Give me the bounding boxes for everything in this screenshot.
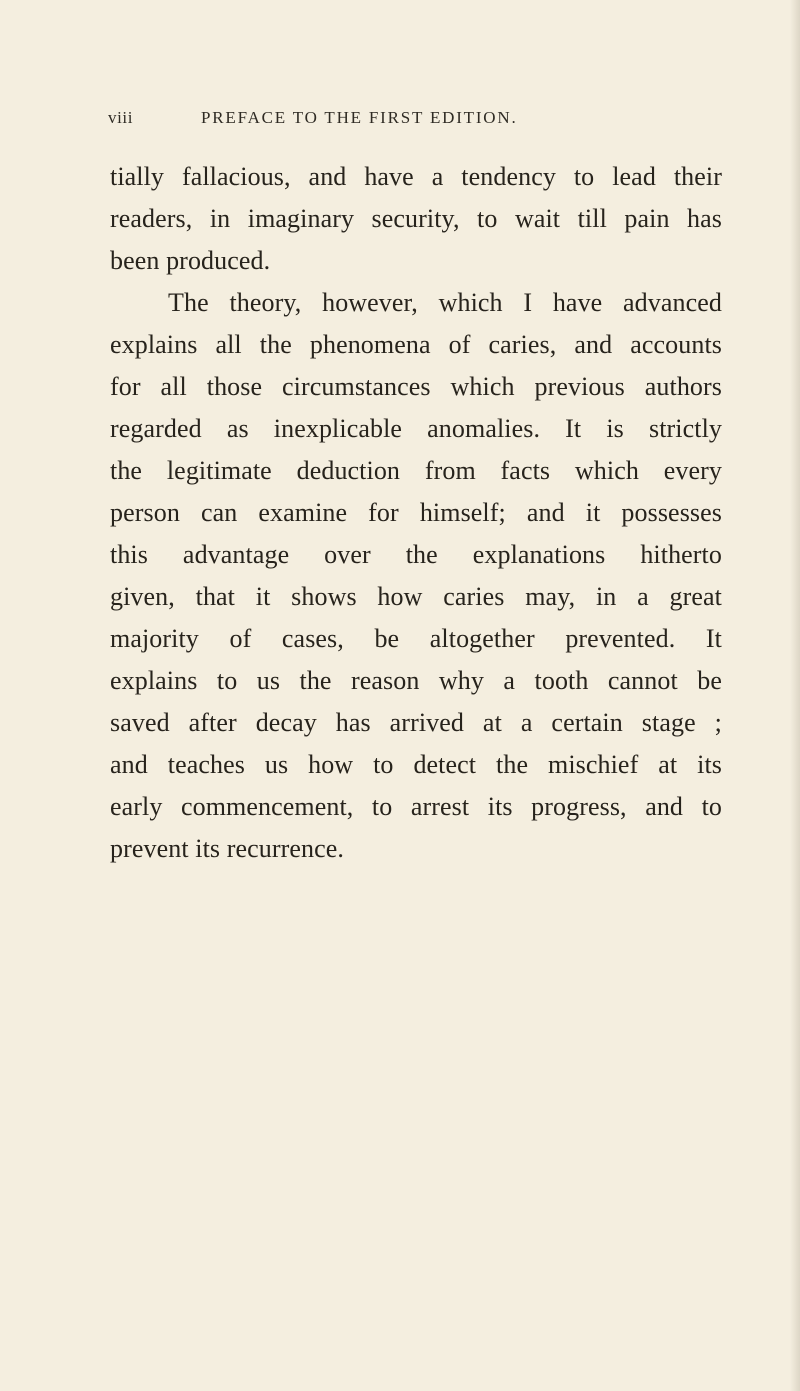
text-line-11: given, that it shows how caries may, in a great xyxy=(110,582,722,611)
text-line-8: the legitimate deduction from facts which every xyxy=(110,456,722,485)
text-line-14: saved after decay has arrived at a certain stage ; xyxy=(110,708,722,737)
text-line-13: explains to us the reason why a tooth cannot be xyxy=(110,666,722,695)
text-line-12: majority of cases, be altogether prevented. It xyxy=(110,624,722,653)
text-line-4: The theory, however, which I have advanced xyxy=(168,288,722,317)
running-header xyxy=(108,108,748,136)
text-line-1: tially fallacious, and have a tendency to lead their xyxy=(110,162,722,191)
text-line-9: person can examine for himself; and it possesses xyxy=(110,498,722,527)
body-text xyxy=(110,156,722,870)
text-line-17: prevent its recurrence. xyxy=(110,834,345,863)
text-line-15: and teaches us how to detect the mischief at its xyxy=(110,750,722,779)
text-line-6: for all those circumstances which previous authors xyxy=(110,372,722,401)
text-line-10: this advantage over the explanations hitherto xyxy=(110,540,722,569)
running-title: PREFACE TO THE FIRST EDITION. xyxy=(201,108,518,127)
text-line-5: explains all the phenomena of caries, and accounts xyxy=(110,330,722,359)
page-edge-shadow xyxy=(790,0,800,1391)
text-line-16: early commencement, to arrest its progress, and to xyxy=(110,792,722,821)
text-line-3: been produced. xyxy=(110,246,271,275)
text-line-7: regarded as inexplicable anomalies. It is strictly xyxy=(110,414,722,443)
text-line-2: readers, in imaginary security, to wait till pain has xyxy=(110,204,722,233)
page-number: viii xyxy=(108,108,134,127)
